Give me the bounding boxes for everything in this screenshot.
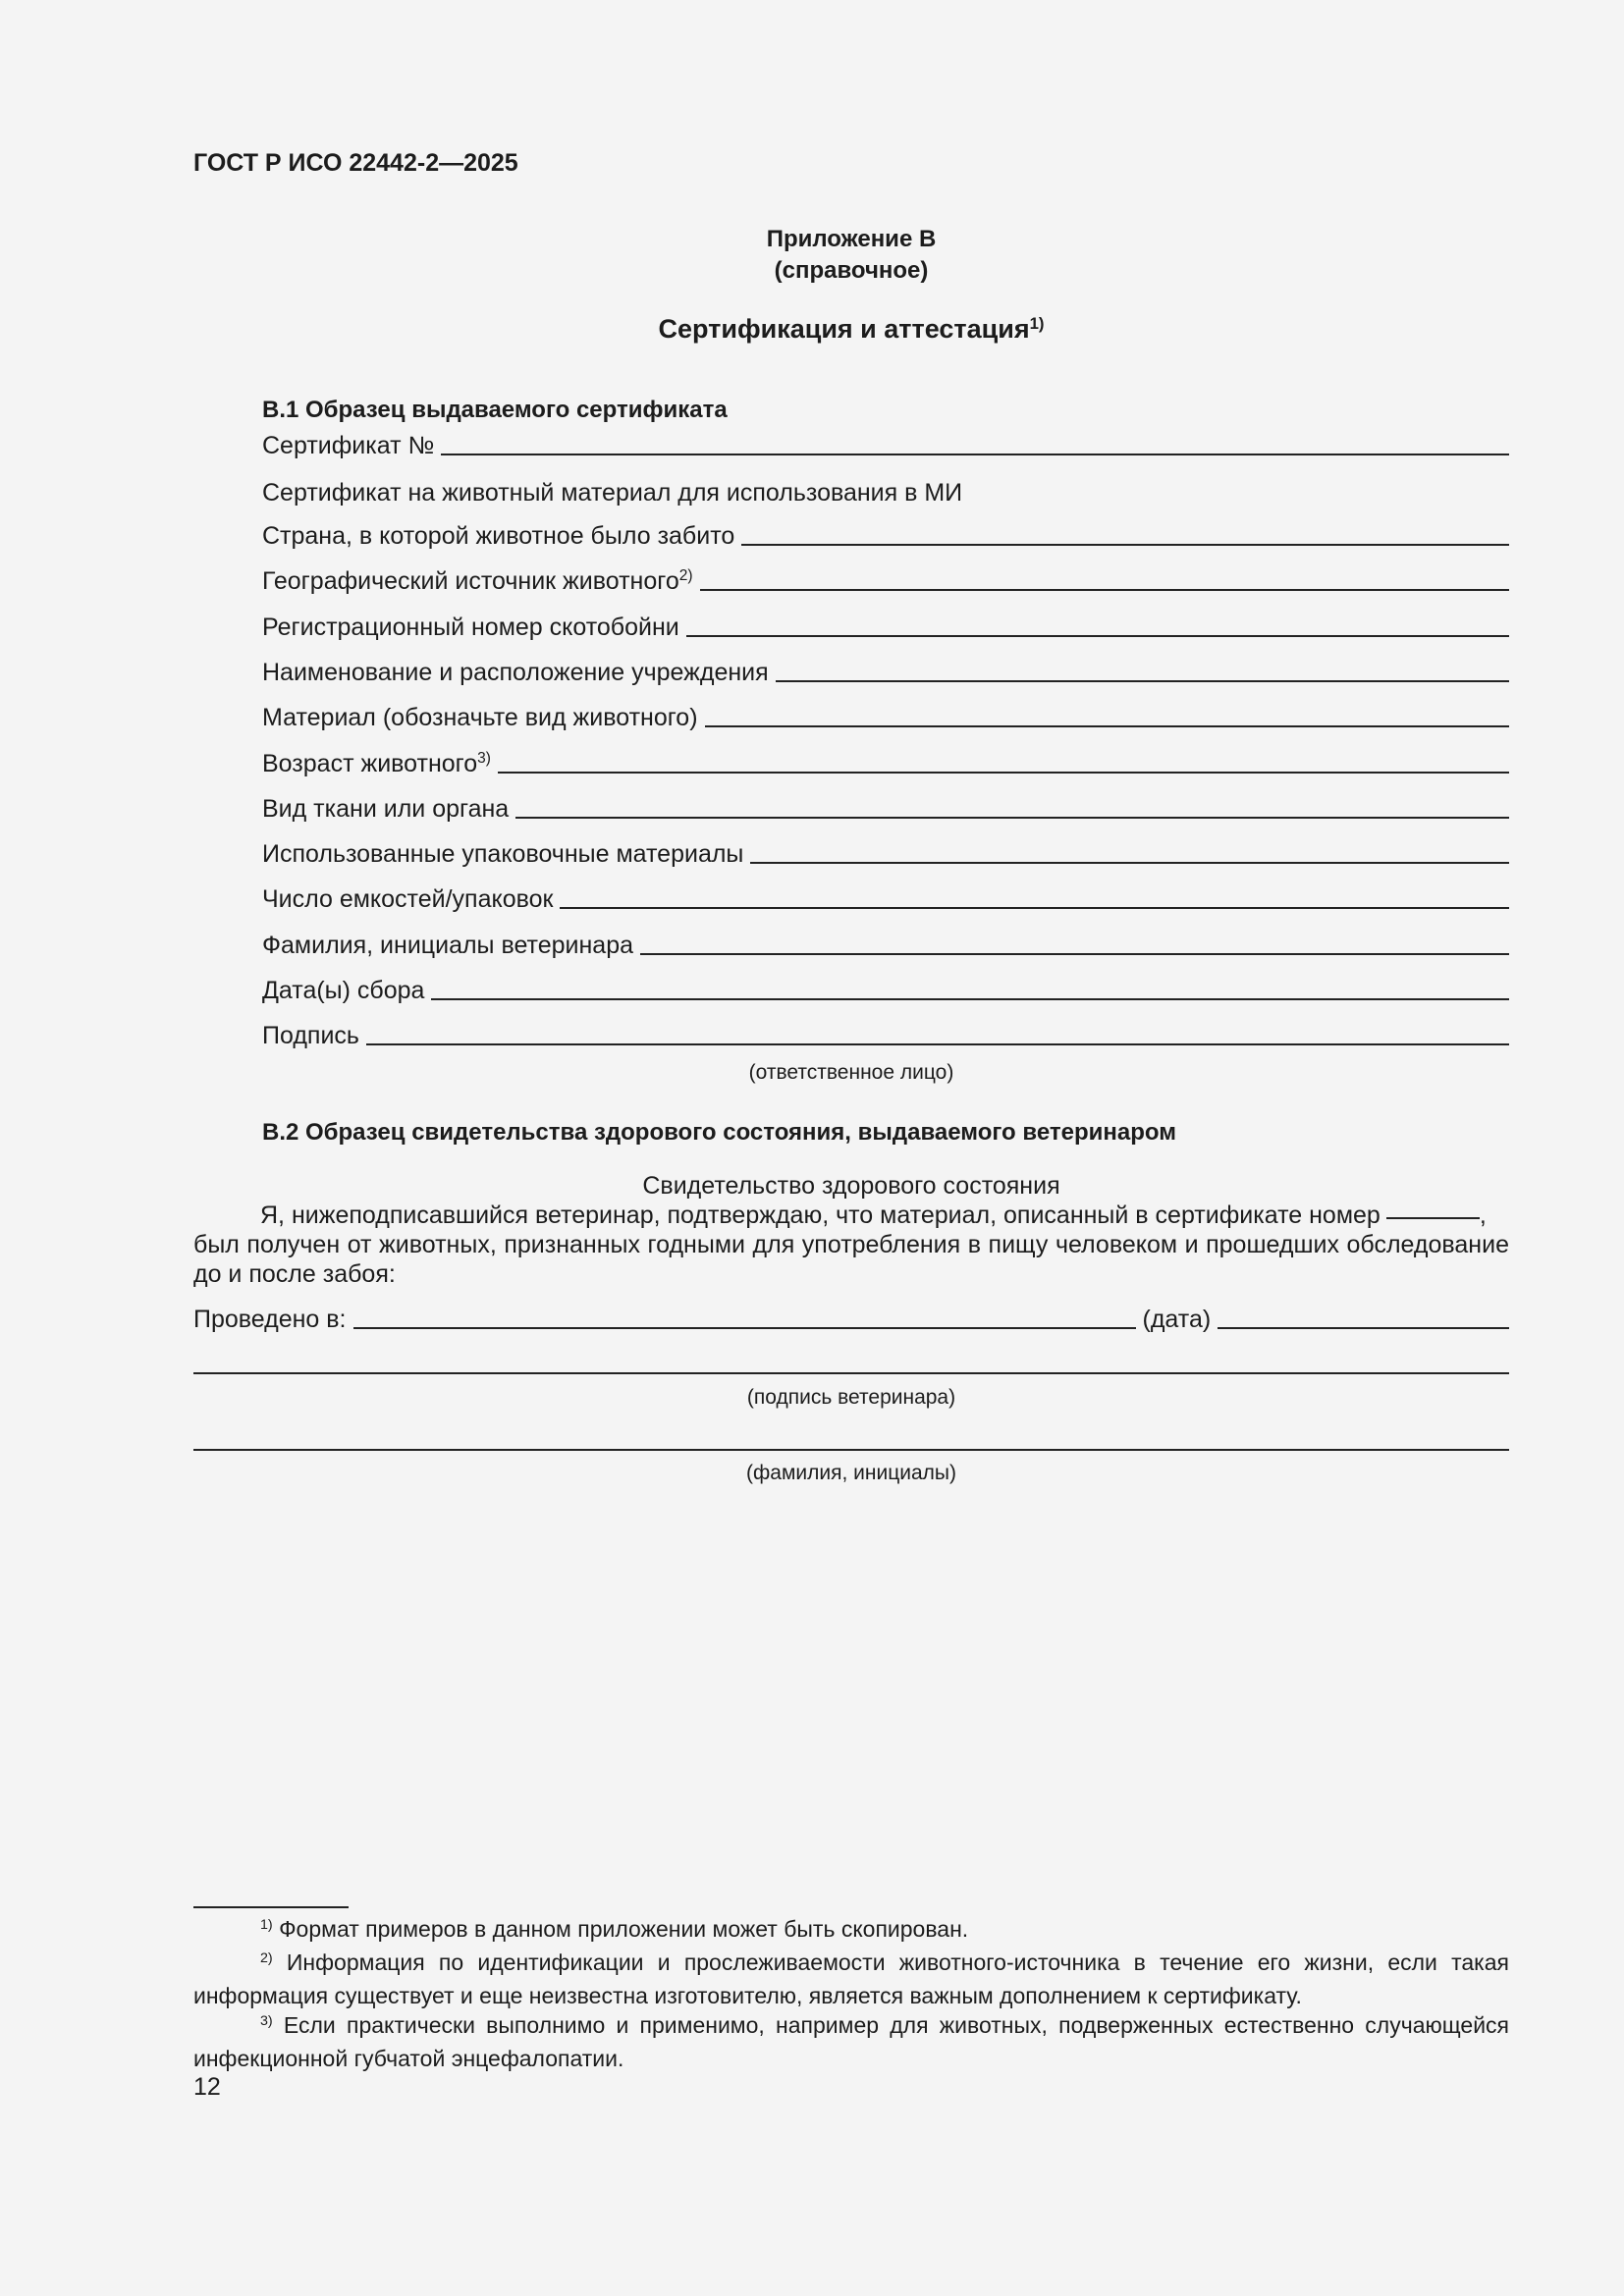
blank-line (498, 772, 1509, 774)
date-label: (дата) (1142, 1306, 1212, 1333)
field-label (262, 840, 743, 869)
blank-line (431, 998, 1509, 1000)
vet-signature-caption: (подпись ветеринара) (746, 1386, 956, 1409)
field-label (262, 1022, 359, 1050)
footnote-2 (193, 1948, 1509, 2010)
footnote-ref: 3) (477, 750, 491, 768)
field-label-text: Фамилия, инициалы ветеринара (262, 932, 634, 959)
footnote-mark: 3) (260, 2013, 273, 2030)
certificate-field-row (262, 885, 1509, 914)
field-label (262, 522, 734, 551)
name-caption: (фамилия, инициалы) (746, 1462, 956, 1484)
blank-line (640, 953, 1509, 955)
blank-line (515, 817, 1509, 819)
field-label: Сертификат № (262, 432, 435, 459)
footnote-mark: 2) (260, 1950, 273, 1967)
certificate-field-row (262, 704, 1509, 732)
page-number: 12 (193, 2073, 221, 2101)
blank-line (700, 589, 1509, 591)
field-label (262, 704, 698, 732)
field-label-text: Регистрационный номер скотобойни (262, 614, 679, 641)
blank-line (705, 725, 1509, 727)
blank-line (776, 680, 1509, 682)
blank-line (441, 454, 1509, 455)
footnotes (193, 1914, 1509, 2073)
certificate-field-row (262, 795, 1509, 824)
certificate-description: Сертификат на животный материал для использования в МИ (262, 479, 963, 507)
annex-heading (193, 314, 1509, 345)
blank-line (366, 1043, 1509, 1045)
footnote-mark: 1) (260, 1917, 273, 1934)
name-line (193, 1449, 1509, 1451)
certificate-field-row (262, 840, 1509, 869)
field-label (262, 885, 553, 914)
conducted-label: Проведено в: (193, 1306, 347, 1333)
blank-line (741, 544, 1509, 546)
footnote-1 (193, 1914, 1509, 1948)
certificate-field-row (262, 567, 1509, 596)
field-label-text: Число емкостей/упаковок (262, 885, 554, 913)
field-label-text: Страна, в которой животное было забито (262, 522, 735, 550)
field-label-text: Материал (обозначьте вид животного) (262, 704, 698, 731)
date-blank-line (1218, 1327, 1509, 1329)
paragraph-start-text: Я, нижеподписавшийся ветеринар, подтверждаю, что материал, описанный в сертификате номер (260, 1201, 1380, 1229)
blank-line (560, 907, 1509, 909)
field-label-text: Дата(ы) сбора (262, 977, 425, 1004)
section-b1-heading: В.1 Образец выдаваемого сертификата (262, 397, 728, 423)
certificate-field-row (262, 614, 1509, 642)
footnote-text: Информация по идентификации и прослеживаемости животного-источника в течение его жизни, если такая информация существует и еще неизвестна изготовителю, является важным дополнением к сертификату. (193, 1949, 1509, 2008)
field-label (262, 614, 679, 642)
field-label-text: Наименование и расположение учреждения (262, 659, 769, 686)
certificate-field-row (262, 977, 1509, 1005)
blank-line (750, 862, 1509, 864)
field-label (262, 795, 509, 824)
certificate-field-row (262, 932, 1509, 960)
section-b2-heading: В.2 Образец свидетельства здорового состояния, выдаваемого ветеринаром (262, 1119, 1176, 1146)
footnote-ref-1: 1) (1029, 313, 1045, 333)
field-label (262, 659, 769, 687)
certificate-field-row (262, 522, 1509, 551)
place-blank-line (353, 1327, 1136, 1329)
footnote-text: Если практически выполнимо и применимо, например для животных, подверженных естественно случающейся инфекционной губчатой энцефалопатии. (193, 2012, 1510, 2071)
paragraph-end-text: был получен от животных, признанных годными для употребления в пищу человеком и прошедших обследование до и после забоя: (193, 1231, 1509, 1288)
blank-line (686, 635, 1509, 637)
certificate-field-row (262, 659, 1509, 687)
certificate-number-blank (1386, 1217, 1480, 1219)
vet-signature-line (193, 1372, 1509, 1374)
annex-title: Приложение В (766, 226, 937, 252)
field-label-text: Подпись (262, 1022, 359, 1049)
field-label (262, 932, 633, 960)
certification-paragraph (193, 1201, 1509, 1289)
field-label-text: Возраст животного (262, 750, 478, 777)
annex-heading-text: Сертификация и аттестация (658, 314, 1030, 344)
field-certificate-number (262, 432, 1509, 460)
certificate-field-row (262, 1022, 1509, 1050)
field-label-text: Географический источник животного (262, 567, 679, 595)
certificate-field-row (262, 750, 1509, 778)
document-code: ГОСТ Р ИСО 22442-2—2025 (193, 149, 518, 177)
paragraph-first-line: Я, нижеподписавшийся ветеринар, подтверждаю, что материал, описанный в сертификате номер , (260, 1201, 1487, 1229)
field-label (262, 977, 424, 1005)
footnote-3 (193, 2010, 1509, 2073)
annex-type: (справочное) (774, 257, 929, 284)
responsible-person-caption: (ответственное лицо) (748, 1061, 954, 1084)
health-certificate-title: Свидетельство здорового состояния (642, 1172, 1060, 1200)
field-label (262, 750, 491, 778)
field-label-text: Вид ткани или органа (262, 795, 510, 823)
field-label (262, 567, 693, 596)
footnote-separator (193, 1906, 349, 1908)
footnote-ref: 2) (678, 567, 693, 585)
footnote-text: Формат примеров в данном приложении может быть скопирован. (279, 1916, 969, 1942)
field-label-text: Использованные упаковочные материалы (262, 840, 744, 868)
conducted-row (193, 1306, 1509, 1334)
